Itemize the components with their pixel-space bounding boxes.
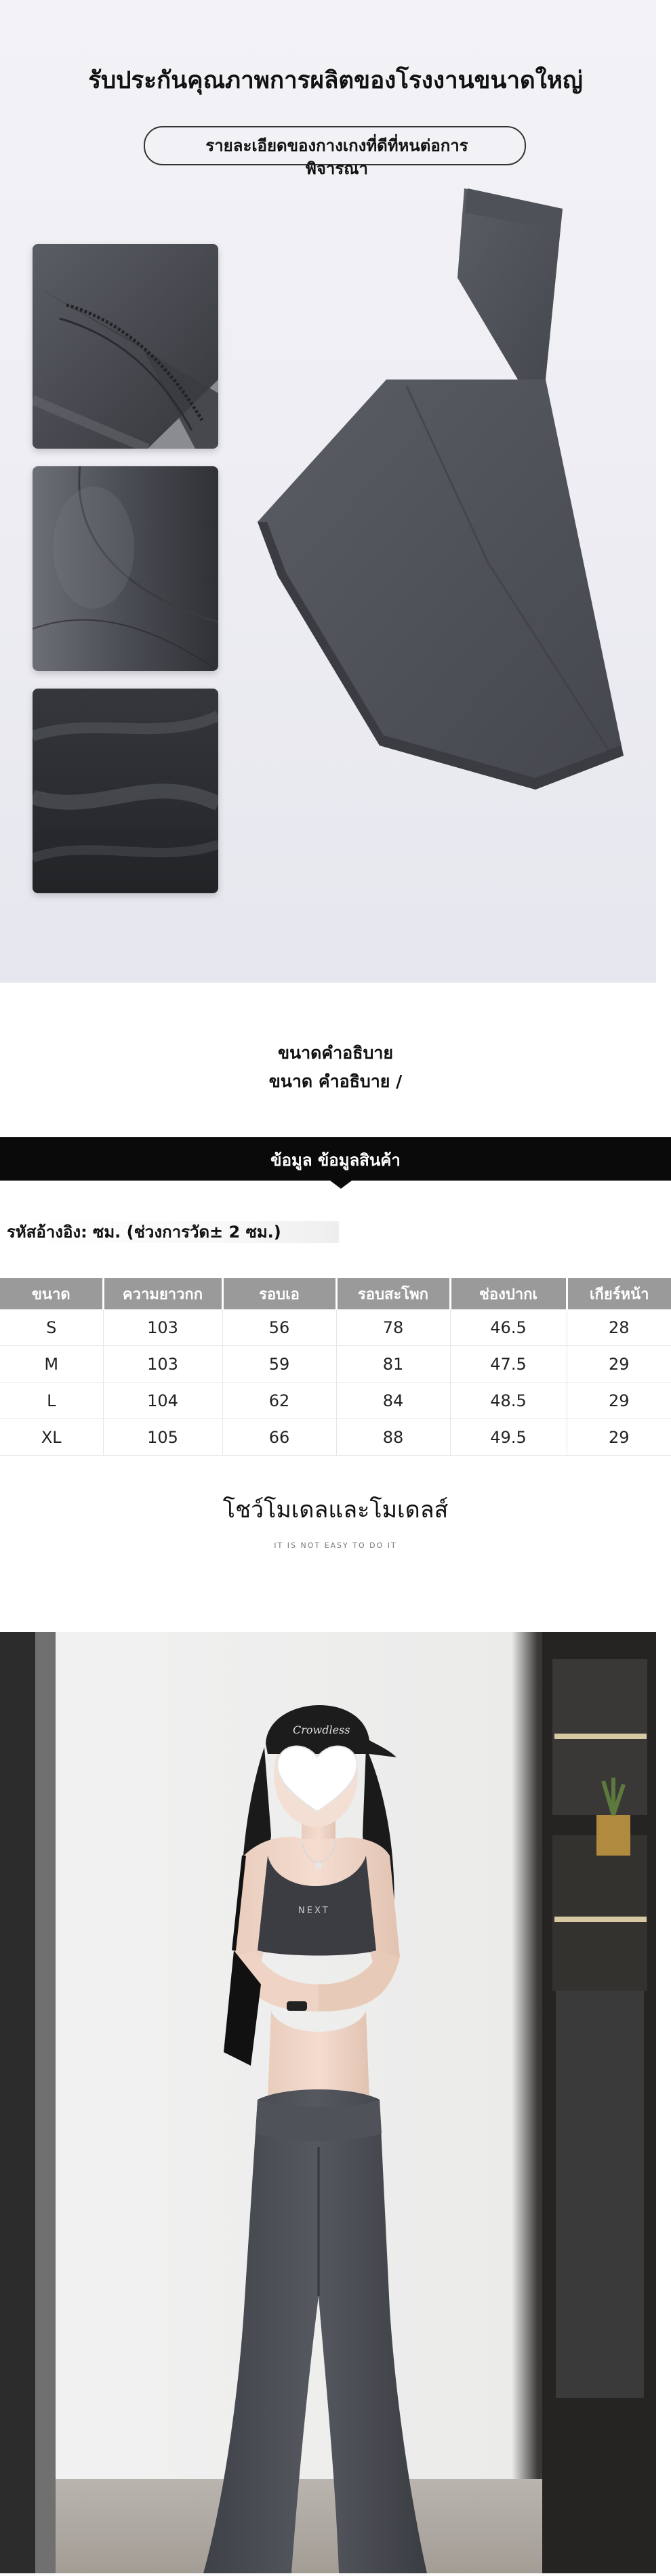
top-logo-text: NEXT [298,1906,330,1916]
quality-hero [0,0,656,983]
table-cell: XL [0,1419,103,1456]
table-cell: 104 [103,1383,222,1419]
col-front-rise: เกียร์หน้า [567,1278,671,1309]
product-info-label: ข้อมูล ข้อมูลสินค้า [270,1151,401,1170]
table-row [0,1346,671,1383]
fabric-detail-image [33,689,218,893]
table-cell: 81 [336,1346,450,1383]
table-header-row [0,1278,671,1309]
table-cell: L [0,1383,103,1419]
table-cell: 48.5 [450,1383,567,1419]
hem-detail-image [33,244,218,449]
folded-pants-image [244,183,637,834]
table-cell: 28 [567,1309,671,1346]
model-photo [0,1632,656,2573]
table-cell: 56 [222,1309,336,1346]
table-cell: 59 [222,1346,336,1383]
table-cell: 105 [103,1419,222,1456]
table-cell: 29 [567,1383,671,1419]
table-row [0,1309,671,1346]
table-cell: 88 [336,1419,450,1456]
product-info-bar [0,1137,671,1181]
table-cell: 78 [336,1309,450,1346]
table-cell: 49.5 [450,1419,567,1456]
col-leg-opening: ช่องปากเ [450,1278,567,1309]
bar-notch [330,1181,352,1189]
table-cell: 29 [567,1346,671,1383]
col-waist: รอบเอ [222,1278,336,1309]
table-cell: 103 [103,1309,222,1346]
waist-detail-image [33,466,218,671]
model-show-title: โชว์โมเดลและโมเดลส์ [222,1496,449,1524]
table-cell: 29 [567,1419,671,1456]
col-hip: รอบสะโพก [336,1278,450,1309]
table-cell: 46.5 [450,1309,567,1346]
measurement-unit-note: รหัสอ้างอิง: ซม. (ช่วงการวัด± 2 ซม.) [7,1221,339,1243]
size-heading: ขนาดคำอธิบาย [277,1043,394,1063]
table-cell: 47.5 [450,1346,567,1383]
size-chart-table [0,1278,671,1456]
table-row [0,1419,671,1456]
table-cell: 62 [222,1383,336,1419]
cap-logo-text: Crowdless [293,1723,350,1736]
model-show-subtitle: IT IS NOT EASY TO DO IT [274,1541,397,1550]
table-cell: 103 [103,1346,222,1383]
col-size: ขนาด [0,1278,103,1309]
col-length: ความยาวกก [103,1278,222,1309]
size-subheading: ขนาด คำอธิบาย / [268,1071,403,1091]
quality-title: รับประกันคุณภาพการผลิตของโรงงานขนาดใหญ่ [88,67,583,94]
table-cell: 84 [336,1383,450,1419]
subtitle-text: รายละเอียดของกางเกงที่ดีที่หนต่อการพิจารณา [205,136,468,178]
table-cell: S [0,1309,103,1346]
table-row [0,1383,671,1419]
table-cell: 66 [222,1419,336,1456]
table-cell: M [0,1346,103,1383]
